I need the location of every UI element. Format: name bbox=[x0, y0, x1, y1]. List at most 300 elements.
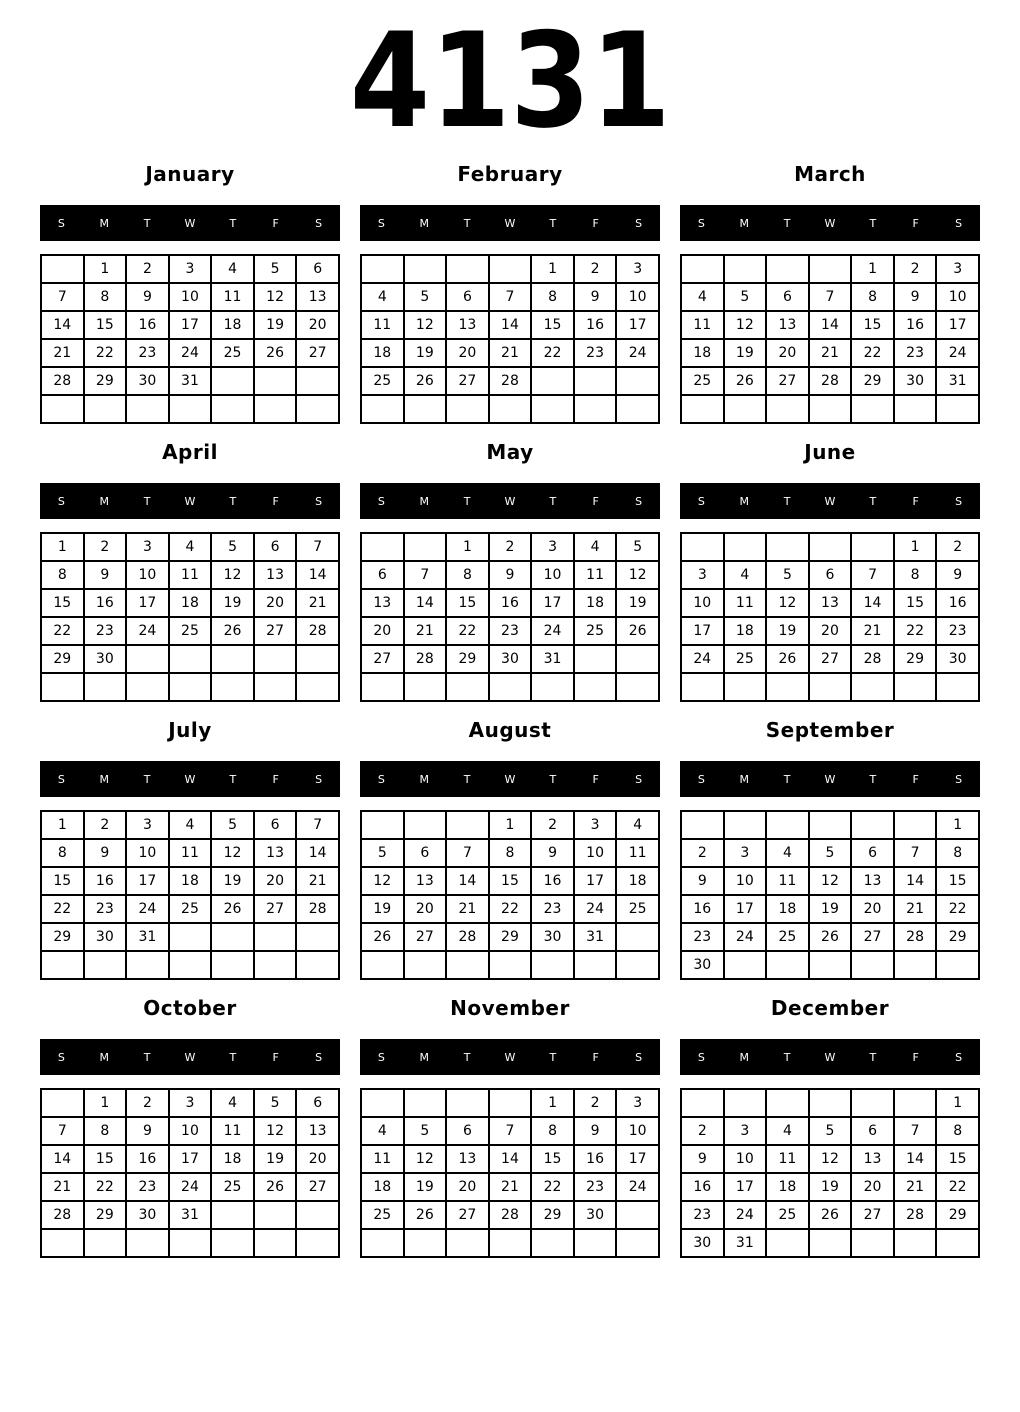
day-cell: 21 bbox=[489, 339, 532, 367]
day-cell: 12 bbox=[254, 1117, 297, 1145]
weekday-label: S bbox=[57, 772, 65, 786]
day-cell: 9 bbox=[489, 561, 532, 589]
day-cell bbox=[84, 1229, 127, 1257]
day-cell: 22 bbox=[936, 895, 979, 923]
weekday-label: T bbox=[143, 216, 151, 230]
day-cell: 25 bbox=[724, 645, 767, 673]
weekday-label: F bbox=[912, 1050, 919, 1064]
day-cell: 18 bbox=[211, 1145, 254, 1173]
day-cell: 19 bbox=[809, 895, 852, 923]
day-cell bbox=[489, 673, 532, 701]
weekday-label: W bbox=[184, 216, 196, 230]
week-row bbox=[41, 923, 339, 951]
day-cell: 23 bbox=[681, 923, 724, 951]
weekday-header bbox=[40, 761, 340, 797]
day-cell: 9 bbox=[894, 283, 937, 311]
day-cell: 31 bbox=[169, 367, 212, 395]
day-cell: 12 bbox=[766, 589, 809, 617]
day-cell: 22 bbox=[936, 1173, 979, 1201]
day-cell: 13 bbox=[446, 1145, 489, 1173]
day-cell: 11 bbox=[361, 311, 404, 339]
week-row bbox=[681, 1145, 979, 1173]
day-cell bbox=[724, 255, 767, 283]
day-cell bbox=[254, 1229, 297, 1257]
month-grid bbox=[680, 1088, 980, 1258]
day-cell: 12 bbox=[724, 311, 767, 339]
day-cell: 11 bbox=[766, 867, 809, 895]
day-cell: 10 bbox=[169, 283, 212, 311]
day-cell: 18 bbox=[724, 617, 767, 645]
day-cell: 14 bbox=[41, 311, 84, 339]
day-cell: 15 bbox=[851, 311, 894, 339]
day-cell: 17 bbox=[574, 867, 617, 895]
day-cell: 24 bbox=[681, 645, 724, 673]
week-row bbox=[681, 951, 979, 979]
day-cell: 4 bbox=[361, 283, 404, 311]
day-cell bbox=[574, 951, 617, 979]
year-title bbox=[0, 0, 1020, 160]
day-cell: 23 bbox=[936, 617, 979, 645]
day-cell: 15 bbox=[84, 1145, 127, 1173]
day-cell: 15 bbox=[84, 311, 127, 339]
day-cell: 16 bbox=[489, 589, 532, 617]
day-cell: 12 bbox=[254, 283, 297, 311]
day-cell: 7 bbox=[489, 283, 532, 311]
week-row bbox=[41, 1173, 339, 1201]
day-cell bbox=[41, 395, 84, 423]
day-cell: 21 bbox=[41, 1173, 84, 1201]
day-cell bbox=[851, 1229, 894, 1257]
day-cell bbox=[169, 951, 212, 979]
day-cell bbox=[851, 811, 894, 839]
day-cell bbox=[404, 1229, 447, 1257]
week-row bbox=[681, 339, 979, 367]
weekday-header bbox=[680, 761, 980, 797]
day-cell bbox=[894, 811, 937, 839]
day-cell: 5 bbox=[809, 1117, 852, 1145]
day-cell: 3 bbox=[574, 811, 617, 839]
month-grid bbox=[40, 254, 340, 424]
month-name: February bbox=[457, 162, 563, 186]
week-row bbox=[361, 617, 659, 645]
day-cell: 27 bbox=[446, 367, 489, 395]
weekday-label: S bbox=[635, 772, 643, 786]
day-cell bbox=[766, 811, 809, 839]
weekday-label: T bbox=[463, 1050, 471, 1064]
day-cell: 20 bbox=[446, 1173, 489, 1201]
day-cell: 22 bbox=[446, 617, 489, 645]
day-cell: 26 bbox=[404, 1201, 447, 1229]
day-cell: 20 bbox=[851, 895, 894, 923]
week-row bbox=[361, 367, 659, 395]
day-cell: 5 bbox=[361, 839, 404, 867]
week-row bbox=[361, 923, 659, 951]
day-cell: 12 bbox=[616, 561, 659, 589]
day-cell bbox=[404, 533, 447, 561]
day-cell: 27 bbox=[851, 1201, 894, 1229]
day-cell bbox=[574, 1229, 617, 1257]
day-cell: 3 bbox=[616, 1089, 659, 1117]
day-cell: 27 bbox=[766, 367, 809, 395]
week-row bbox=[361, 589, 659, 617]
day-cell: 29 bbox=[936, 923, 979, 951]
weekday-label: T bbox=[869, 772, 877, 786]
day-cell: 10 bbox=[616, 1117, 659, 1145]
day-cell: 8 bbox=[84, 283, 127, 311]
day-cell: 1 bbox=[446, 533, 489, 561]
day-cell: 17 bbox=[616, 1145, 659, 1173]
day-cell: 13 bbox=[446, 311, 489, 339]
day-cell: 8 bbox=[489, 839, 532, 867]
day-cell: 28 bbox=[851, 645, 894, 673]
day-cell bbox=[936, 1229, 979, 1257]
day-cell: 3 bbox=[724, 839, 767, 867]
day-cell: 17 bbox=[126, 589, 169, 617]
day-cell bbox=[41, 673, 84, 701]
month-december bbox=[680, 997, 980, 1275]
week-row bbox=[681, 1117, 979, 1145]
day-cell: 26 bbox=[724, 367, 767, 395]
day-cell bbox=[766, 951, 809, 979]
week-row bbox=[681, 283, 979, 311]
day-cell bbox=[851, 533, 894, 561]
day-cell: 8 bbox=[894, 561, 937, 589]
day-cell: 2 bbox=[126, 1089, 169, 1117]
day-cell: 27 bbox=[404, 923, 447, 951]
weekday-label: S bbox=[315, 216, 323, 230]
day-cell: 24 bbox=[574, 895, 617, 923]
day-cell: 26 bbox=[254, 1173, 297, 1201]
day-cell bbox=[254, 395, 297, 423]
day-cell: 10 bbox=[126, 561, 169, 589]
day-cell: 28 bbox=[894, 1201, 937, 1229]
week-row bbox=[41, 255, 339, 283]
day-cell bbox=[894, 395, 937, 423]
weekday-header bbox=[680, 483, 980, 519]
day-cell: 26 bbox=[766, 645, 809, 673]
day-cell: 14 bbox=[41, 1145, 84, 1173]
week-row bbox=[41, 645, 339, 673]
day-cell bbox=[809, 533, 852, 561]
weekday-label: S bbox=[635, 216, 643, 230]
day-cell: 5 bbox=[809, 839, 852, 867]
day-cell: 27 bbox=[296, 1173, 339, 1201]
day-cell bbox=[296, 367, 339, 395]
day-cell: 11 bbox=[361, 1145, 404, 1173]
month-july bbox=[40, 719, 340, 997]
day-cell: 27 bbox=[254, 617, 297, 645]
day-cell bbox=[616, 673, 659, 701]
day-cell: 6 bbox=[404, 839, 447, 867]
day-cell: 19 bbox=[404, 1173, 447, 1201]
day-cell: 15 bbox=[894, 589, 937, 617]
day-cell bbox=[404, 951, 447, 979]
day-cell: 29 bbox=[84, 367, 127, 395]
day-cell: 30 bbox=[574, 1201, 617, 1229]
week-row bbox=[361, 339, 659, 367]
day-cell: 12 bbox=[361, 867, 404, 895]
day-cell: 16 bbox=[126, 1145, 169, 1173]
weekday-label: S bbox=[955, 494, 963, 508]
day-cell bbox=[531, 673, 574, 701]
day-cell: 31 bbox=[574, 923, 617, 951]
day-cell: 5 bbox=[724, 283, 767, 311]
day-cell: 4 bbox=[211, 1089, 254, 1117]
day-cell bbox=[724, 951, 767, 979]
day-cell bbox=[766, 1229, 809, 1257]
day-cell bbox=[809, 951, 852, 979]
day-cell bbox=[361, 1229, 404, 1257]
day-cell: 30 bbox=[126, 1201, 169, 1229]
day-cell: 4 bbox=[681, 283, 724, 311]
day-cell: 20 bbox=[851, 1173, 894, 1201]
day-cell: 15 bbox=[936, 1145, 979, 1173]
weekday-label: T bbox=[869, 216, 877, 230]
day-cell: 5 bbox=[766, 561, 809, 589]
day-cell: 9 bbox=[574, 1117, 617, 1145]
weekday-label: F bbox=[592, 772, 599, 786]
day-cell bbox=[574, 395, 617, 423]
day-cell: 10 bbox=[531, 561, 574, 589]
weekday-label: S bbox=[57, 1050, 65, 1064]
day-cell: 1 bbox=[851, 255, 894, 283]
day-cell: 19 bbox=[616, 589, 659, 617]
month-may bbox=[360, 441, 660, 719]
weekday-header bbox=[40, 205, 340, 241]
day-cell: 19 bbox=[211, 589, 254, 617]
day-cell: 2 bbox=[681, 1117, 724, 1145]
weekday-label: M bbox=[419, 494, 430, 508]
week-row bbox=[681, 895, 979, 923]
week-row bbox=[41, 951, 339, 979]
day-cell: 26 bbox=[211, 617, 254, 645]
weekday-label: F bbox=[592, 1050, 599, 1064]
weekday-label: S bbox=[377, 1050, 385, 1064]
day-cell: 8 bbox=[446, 561, 489, 589]
day-cell bbox=[296, 395, 339, 423]
day-cell: 6 bbox=[446, 1117, 489, 1145]
weekday-label: T bbox=[143, 1050, 151, 1064]
day-cell bbox=[296, 645, 339, 673]
day-cell: 21 bbox=[446, 895, 489, 923]
weekday-label: W bbox=[184, 772, 196, 786]
day-cell bbox=[851, 673, 894, 701]
weekday-header bbox=[680, 1039, 980, 1075]
month-grid bbox=[360, 810, 660, 980]
week-row bbox=[41, 1229, 339, 1257]
day-cell: 10 bbox=[681, 589, 724, 617]
weekday-label: T bbox=[783, 1050, 791, 1064]
day-cell: 24 bbox=[616, 1173, 659, 1201]
day-cell bbox=[41, 255, 84, 283]
day-cell: 18 bbox=[681, 339, 724, 367]
weekday-label: S bbox=[955, 216, 963, 230]
day-cell bbox=[254, 923, 297, 951]
day-cell: 30 bbox=[489, 645, 532, 673]
day-cell: 4 bbox=[169, 811, 212, 839]
day-cell bbox=[936, 951, 979, 979]
day-cell: 22 bbox=[489, 895, 532, 923]
day-cell: 5 bbox=[211, 533, 254, 561]
week-row bbox=[361, 1229, 659, 1257]
month-grid bbox=[40, 532, 340, 702]
month-name: August bbox=[468, 718, 552, 742]
day-cell: 9 bbox=[681, 867, 724, 895]
day-cell: 3 bbox=[724, 1117, 767, 1145]
weekday-header bbox=[360, 1039, 660, 1075]
day-cell bbox=[531, 951, 574, 979]
day-cell bbox=[211, 673, 254, 701]
day-cell bbox=[126, 1229, 169, 1257]
day-cell: 2 bbox=[574, 255, 617, 283]
day-cell: 10 bbox=[126, 839, 169, 867]
day-cell: 13 bbox=[296, 1117, 339, 1145]
day-cell: 16 bbox=[681, 895, 724, 923]
weekday-label: W bbox=[824, 772, 836, 786]
weekday-label: T bbox=[783, 772, 791, 786]
day-cell bbox=[681, 1089, 724, 1117]
day-cell: 18 bbox=[169, 867, 212, 895]
day-cell: 1 bbox=[531, 1089, 574, 1117]
day-cell: 4 bbox=[766, 1117, 809, 1145]
day-cell: 24 bbox=[616, 339, 659, 367]
day-cell: 27 bbox=[446, 1201, 489, 1229]
day-cell: 23 bbox=[894, 339, 937, 367]
week-row bbox=[41, 367, 339, 395]
day-cell: 25 bbox=[681, 367, 724, 395]
week-row bbox=[361, 1145, 659, 1173]
week-row bbox=[361, 311, 659, 339]
week-row bbox=[681, 645, 979, 673]
week-row bbox=[41, 589, 339, 617]
weekday-label: W bbox=[824, 216, 836, 230]
day-cell: 1 bbox=[84, 1089, 127, 1117]
day-cell bbox=[169, 923, 212, 951]
day-cell: 28 bbox=[894, 923, 937, 951]
day-cell: 27 bbox=[254, 895, 297, 923]
day-cell: 24 bbox=[169, 339, 212, 367]
day-cell bbox=[84, 395, 127, 423]
day-cell: 12 bbox=[211, 839, 254, 867]
day-cell: 7 bbox=[446, 839, 489, 867]
month-name: October bbox=[143, 996, 237, 1020]
weekday-label: W bbox=[504, 216, 516, 230]
day-cell: 10 bbox=[616, 283, 659, 311]
weekday-label: W bbox=[504, 494, 516, 508]
day-cell: 26 bbox=[404, 367, 447, 395]
day-cell bbox=[809, 255, 852, 283]
month-name: January bbox=[145, 162, 235, 186]
day-cell: 3 bbox=[169, 255, 212, 283]
day-cell: 6 bbox=[851, 839, 894, 867]
day-cell: 20 bbox=[254, 589, 297, 617]
day-cell: 29 bbox=[851, 367, 894, 395]
day-cell: 17 bbox=[126, 867, 169, 895]
day-cell: 7 bbox=[41, 1117, 84, 1145]
day-cell: 6 bbox=[296, 255, 339, 283]
day-cell: 25 bbox=[766, 1201, 809, 1229]
day-cell: 21 bbox=[404, 617, 447, 645]
weekday-label: T bbox=[229, 216, 237, 230]
day-cell: 23 bbox=[84, 895, 127, 923]
day-cell: 26 bbox=[809, 1201, 852, 1229]
weekday-label: F bbox=[272, 494, 279, 508]
day-cell: 3 bbox=[169, 1089, 212, 1117]
week-row bbox=[41, 867, 339, 895]
day-cell: 21 bbox=[489, 1173, 532, 1201]
day-cell: 14 bbox=[894, 867, 937, 895]
day-cell: 25 bbox=[211, 1173, 254, 1201]
day-cell: 14 bbox=[404, 589, 447, 617]
day-cell bbox=[404, 673, 447, 701]
day-cell bbox=[724, 395, 767, 423]
day-cell: 22 bbox=[41, 895, 84, 923]
week-row bbox=[681, 533, 979, 561]
day-cell: 30 bbox=[936, 645, 979, 673]
week-row bbox=[681, 617, 979, 645]
day-cell bbox=[211, 367, 254, 395]
day-cell: 23 bbox=[84, 617, 127, 645]
day-cell: 29 bbox=[446, 645, 489, 673]
week-row bbox=[41, 811, 339, 839]
day-cell bbox=[254, 367, 297, 395]
day-cell: 19 bbox=[404, 339, 447, 367]
day-cell: 24 bbox=[936, 339, 979, 367]
day-cell: 13 bbox=[296, 283, 339, 311]
month-name: September bbox=[765, 718, 895, 742]
day-cell: 5 bbox=[254, 1089, 297, 1117]
weekday-label: F bbox=[912, 494, 919, 508]
day-cell: 30 bbox=[84, 923, 127, 951]
day-cell: 10 bbox=[169, 1117, 212, 1145]
day-cell: 20 bbox=[809, 617, 852, 645]
day-cell: 11 bbox=[211, 283, 254, 311]
day-cell bbox=[169, 395, 212, 423]
day-cell: 8 bbox=[531, 283, 574, 311]
day-cell: 9 bbox=[574, 283, 617, 311]
weekday-label: S bbox=[315, 1050, 323, 1064]
day-cell: 21 bbox=[809, 339, 852, 367]
day-cell: 6 bbox=[361, 561, 404, 589]
day-cell: 28 bbox=[809, 367, 852, 395]
week-row bbox=[681, 589, 979, 617]
day-cell: 31 bbox=[531, 645, 574, 673]
day-cell: 28 bbox=[296, 895, 339, 923]
weekday-label: M bbox=[99, 772, 110, 786]
day-cell: 3 bbox=[681, 561, 724, 589]
week-row bbox=[681, 367, 979, 395]
weekday-label: T bbox=[549, 216, 557, 230]
day-cell: 19 bbox=[766, 617, 809, 645]
week-row bbox=[361, 1201, 659, 1229]
day-cell: 27 bbox=[851, 923, 894, 951]
day-cell: 16 bbox=[574, 311, 617, 339]
day-cell: 31 bbox=[724, 1229, 767, 1257]
day-cell: 20 bbox=[361, 617, 404, 645]
week-row bbox=[361, 1117, 659, 1145]
day-cell: 22 bbox=[84, 339, 127, 367]
day-cell: 9 bbox=[84, 839, 127, 867]
day-cell bbox=[574, 367, 617, 395]
day-cell: 31 bbox=[936, 367, 979, 395]
day-cell: 8 bbox=[531, 1117, 574, 1145]
weekday-label: F bbox=[592, 494, 599, 508]
day-cell bbox=[766, 395, 809, 423]
day-cell: 5 bbox=[616, 533, 659, 561]
day-cell: 17 bbox=[531, 589, 574, 617]
month-name: March bbox=[794, 162, 866, 186]
day-cell bbox=[681, 811, 724, 839]
